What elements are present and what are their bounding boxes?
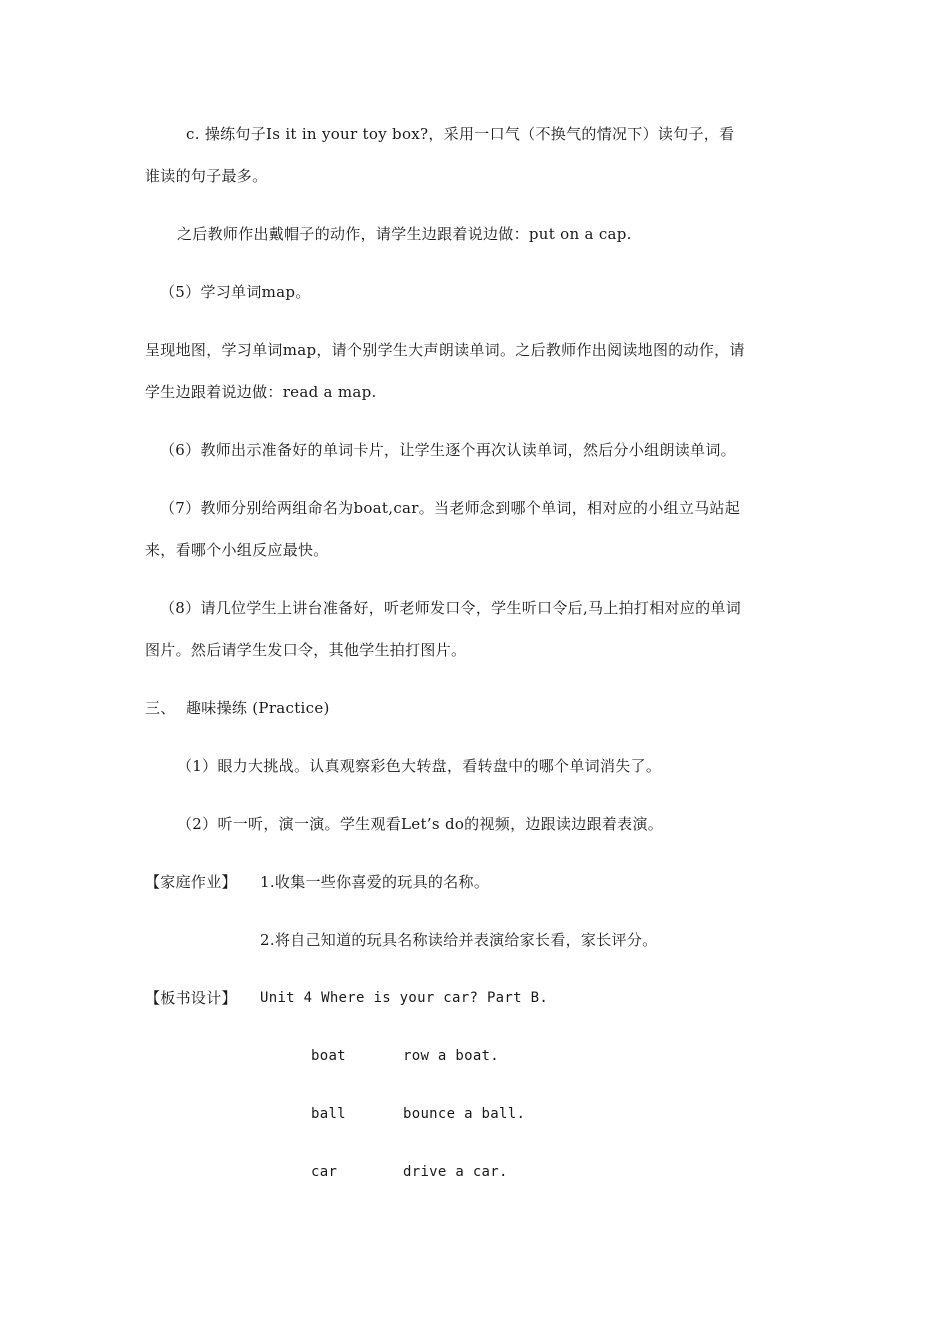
board-design-label: 【板书设计】 xyxy=(145,989,237,1007)
practice-item-1: （1）眼力大挑战。认真观察彩色大转盘，看转盘中的哪个单词消失了。 xyxy=(177,757,662,775)
board-phrase: bounce a ball. xyxy=(403,1106,526,1122)
board-design-title: Unit 4 Where is your car? Part B. xyxy=(260,990,549,1006)
homework-item-2: 2.将自己知道的玩具名称读给并表演给家长看，家长评分。 xyxy=(260,931,658,949)
board-phrase: row a boat. xyxy=(403,1048,500,1064)
board-phrase: drive a car. xyxy=(403,1164,508,1180)
homework-label: 【家庭作业】 xyxy=(145,873,237,891)
step5-paragraph-line2: 学生边跟着说边做：read a map. xyxy=(145,383,377,401)
step5-paragraph-line1: 呈现地图，学习单词map，请个别学生大声朗读单词。之后教师作出阅读地图的动作，请 xyxy=(145,341,745,359)
step7-paragraph-line2: 来，看哪个小组反应最快。 xyxy=(145,541,329,559)
practice-heading-number: 三、 xyxy=(145,699,176,717)
drill-sentence-line2: 谁读的句子最多。 xyxy=(145,167,268,185)
step8-paragraph-line1: （8）请几位学生上讲台准备好，听老师发口令，学生听口令后,马上拍打相对应的单词 xyxy=(160,599,742,617)
step6-paragraph: （6）教师出示准备好的单词卡片，让学生逐个再次认读单词，然后分小组朗读单词。 xyxy=(160,441,736,459)
drill-sentence-line1: c. 操练句子Is it in your toy box?，采用一口气（不换气的情况下）读句子，看 xyxy=(186,125,735,143)
practice-heading: 趣味操练 (Practice) xyxy=(186,699,330,717)
board-word: ball xyxy=(311,1106,346,1122)
step5-title: （5）学习单词map。 xyxy=(160,283,311,301)
step8-paragraph-line2: 图片。然后请学生发口令，其他学生拍打图片。 xyxy=(145,641,467,659)
step7-paragraph-line1: （7）教师分别给两组命名为boat,car。当老师念到哪个单词，相对应的小组立马站起 xyxy=(160,499,741,517)
board-word: boat xyxy=(311,1048,346,1064)
cap-action-paragraph: 之后教师作出戴帽子的动作，请学生边跟着说边做：put on a cap. xyxy=(177,225,632,243)
board-word: car xyxy=(311,1164,338,1180)
practice-item-2: （2）听一听，演一演。学生观看Let’s do的视频，边跟读边跟着表演。 xyxy=(177,815,664,833)
homework-item-1: 1.收集一些你喜爱的玩具的名称。 xyxy=(260,873,490,891)
